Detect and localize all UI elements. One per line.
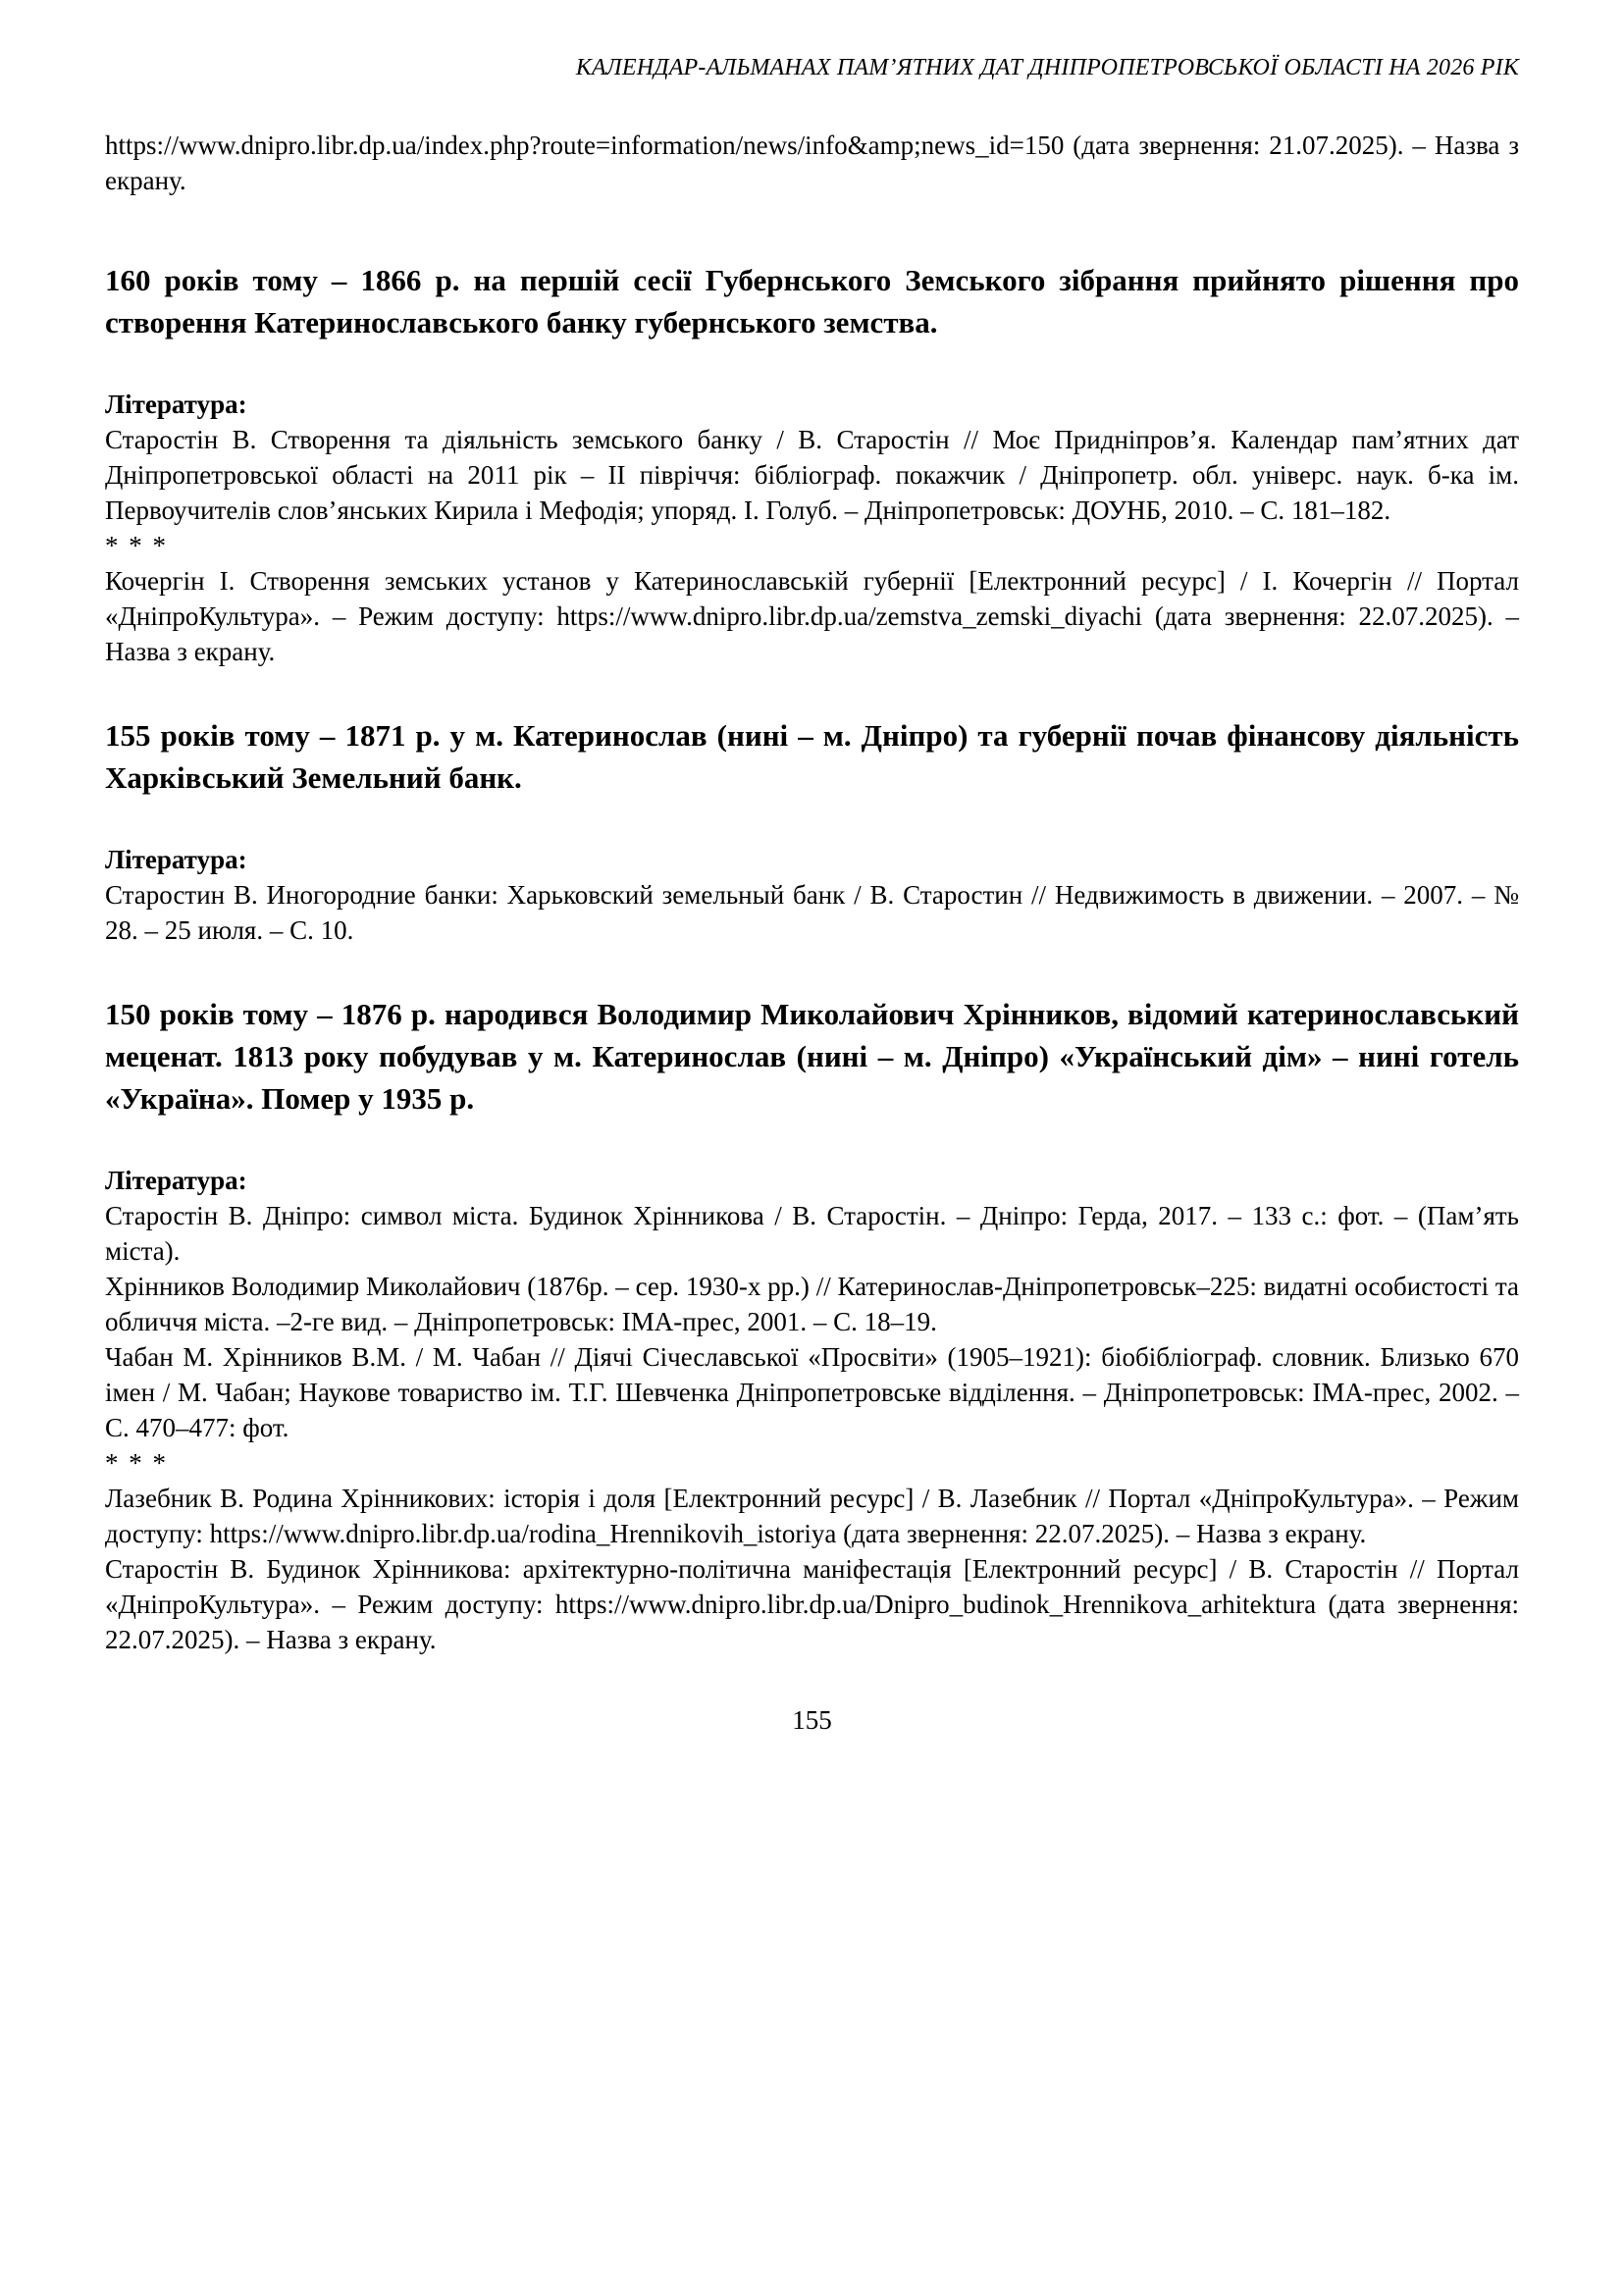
bibliography-entry: Хрінников Володимир Миколайович (1876р. – сер. 1930-х рр.) // Катеринослав-Дніпропетровськ–225: видатні особистості та обличчя міста. –2-ге вид. – Дніпропетровськ: ІМА-прес, 2001. – С. 18–19. [105, 1272, 1519, 1336]
section-155-years [105, 714, 1519, 948]
intro-citation-continuation: https://www.dnipro.libr.dp.ua/index.php?route=information/news/info&amp;news_id=150 (дата звернення: 21.07.2025). – Назва з екрану. [105, 130, 1519, 195]
section-heading: 160 років тому – 1866 р. на першій сесії Губернського Земського зібрання прийнято рішення про створення Катеринославського банку губернського земства. [105, 263, 1519, 339]
bibliography-entry: Чабан М. Хрінников В.М. / М. Чабан // Діячі Січеславської «Просвіти» (1905–1921): біобібліограф. словник. Близько 670 імен / М. Чабан; Наукове товариство ім. Т.Г. Шевченка Дніпропетровське відділення. – Дніпропетровськ: ІМА-прес, 2002. – С. 470–477: фот. [105, 1342, 1519, 1442]
bibliography-entry: Старостін В. Дніпро: символ міста. Будинок Хрінникова / В. Старостін. – Дніпро: Герда, 2017. – 133 с.: фот. – (Пам’ять міста). [105, 1201, 1519, 1266]
section-160-years [105, 259, 1519, 669]
section-heading: 150 років тому – 1876 р. народився Володимир Миколайович Хрінников, відомий катеринославський меценат. 1813 року побудував у м. Катеринослав (нині – м. Дніпро) «Український дім» – нині готель «Україна». Помер у 1935 р. [105, 997, 1519, 1116]
bibliography-entry: Лазебник В. Родина Хрінникових: історія і доля [Електронний ресурс] / В. Лазебник // Портал «ДніпроКультура». – Режим доступу: https://www.dnipro.libr.dp.ua/rodina_Hrennikovih_istoriya (дата звернення: 22.07.2025). – Назва з екрану. [105, 1484, 1519, 1548]
asterisk-separator: * * * [105, 531, 168, 560]
page-number: 155 [792, 1705, 832, 1735]
running-header: КАЛЕНДАР-АЛЬМАНАХ ПАМ’ЯТНИХ ДАТ ДНІПРОПЕТРОВСЬКОЇ ОБЛАСТІ НА 2026 РІК [575, 55, 1519, 80]
section-150-years [105, 993, 1519, 1657]
bibliography-entry: Старостин В. Иногородние банки: Харьковский земельный банк / В. Старостин // Недвижимость в движении. – 2007. – № 28. – 25 июля. – С. 10. [105, 880, 1519, 945]
bibliography-entry: Кочергін І. Створення земських установ у Катеринославській губернії [Електронний ресурс] / І. Кочергін // Портал «ДніпроКультура». – Режим доступу: https://www.dnipro.libr.dp.ua/zemstva_zemski_diyachi (дата звернення: 22.07.2025). – Назва з екрану. [105, 566, 1519, 666]
literature-label: Література: [105, 845, 247, 874]
asterisk-separator: * * * [105, 1448, 168, 1478]
section-heading: 155 років тому – 1871 р. у м. Катеринослав (нині – м. Дніпро) та губернії почав фінансову діяльність Харківський Земельний банк. [105, 718, 1519, 795]
bibliography-entry: Старостін В. Будинок Хрінникова: архітектурно-політична маніфестація [Електронний ресурс] / В. Старостін // Портал «ДніпроКультура». – Режим доступу: https://www.dnipro.libr.dp.ua/Dnipro_budinok_Hrennikova_arhitektura (дата звернення: 22.07.2025). – Назва з екрану. [105, 1554, 1519, 1654]
literature-label: Література: [105, 1166, 247, 1195]
bibliography-entry: Старостін В. Створення та діяльність земського банку / В. Старостін // Моє Придніпров’я. Календар пам’ятних дат Дніпропетровської області на 2011 рік – ІІ півріччя: бібліограф. покажчик / Дніпропетр. обл. універс. наук. б-ка ім. Первоучителів слов’янських Кирила і Мефодія; упоряд. І. Голуб. – Дніпропетровськ: ДОУНБ, 2010. – С. 181–182. [105, 425, 1519, 525]
literature-label: Література: [105, 390, 247, 419]
